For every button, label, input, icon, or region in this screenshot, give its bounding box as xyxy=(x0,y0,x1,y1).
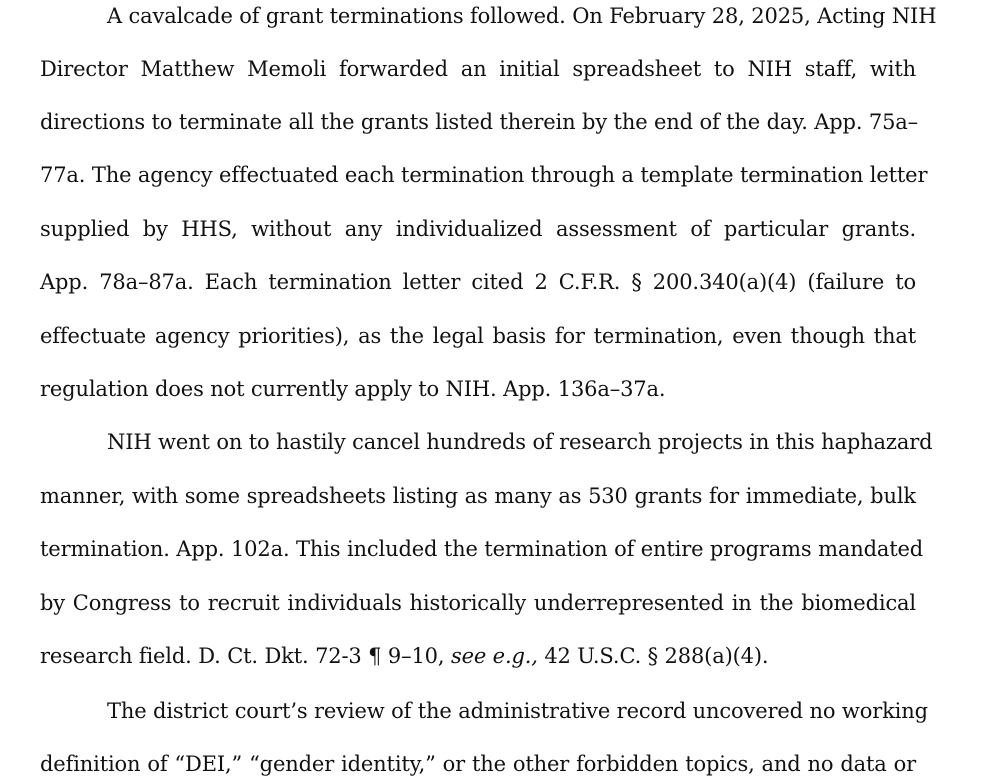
paragraph-1-line-4: 77a. The agency effectuated each termination through a template termination letter xyxy=(40,163,928,187)
paragraph-1-line-1: A cavalcade of grant terminations followed. On February 28, 2025, Acting NIH xyxy=(107,4,937,28)
paragraph-2-line-4: by Congress to recruit individuals historically underrepresented in the biomedical xyxy=(40,591,916,615)
paragraph-2-line-1: NIH went on to hastily cancel hundreds of research projects in this haphazard xyxy=(107,430,933,454)
citation-text-after: 42 U.S.C. § 288(a)(4). xyxy=(537,644,769,668)
paragraph-3-line-1: The district court’s review of the administrative record uncovered no working xyxy=(107,699,928,723)
citation-text-before: research field. D. Ct. Dkt. 72-3 ¶ 9–10, xyxy=(40,644,451,668)
paragraph-1-line-5: supplied by HHS, without any individualized assessment of particular grants. xyxy=(40,217,916,241)
paragraph-3-line-2: definition of “DEI,” “gender identity,” or the other forbidden topics, and no data or xyxy=(40,752,916,776)
citation-signal-italic: see e.g., xyxy=(450,644,538,668)
paragraph-1-line-2: Director Matthew Memoli forwarded an initial spreadsheet to NIH staff, with xyxy=(40,57,916,81)
paragraph-2-line-2: manner, with some spreadsheets listing as many as 530 grants for immediate, bulk xyxy=(40,484,916,508)
paragraph-1-line-8: regulation does not currently apply to NIH. App. 136a–37a. xyxy=(40,377,666,401)
paragraph-2-line-5 xyxy=(40,641,768,671)
paragraph-1-line-6: App. 78a–87a. Each termination letter cited 2 C.F.R. § 200.340(a)(4) (failure to xyxy=(40,270,916,294)
paragraph-1-line-7: effectuate agency priorities), as the legal basis for termination, even though that xyxy=(40,324,916,348)
paragraph-2-line-3: termination. App. 102a. This included the termination of entire programs mandated xyxy=(40,537,924,561)
paragraph-1-line-3: directions to terminate all the grants listed therein by the end of the day. App. 75a– xyxy=(40,110,919,134)
